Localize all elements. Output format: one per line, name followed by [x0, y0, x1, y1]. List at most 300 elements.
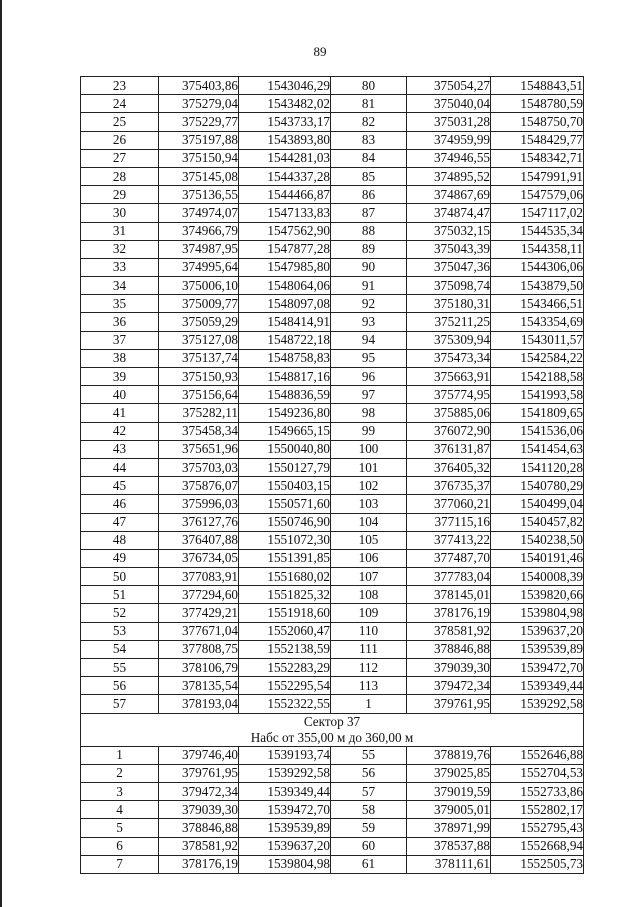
y-coordinate: 1548097,08	[239, 295, 331, 313]
point-number: 1	[331, 695, 407, 713]
point-number: 60	[331, 837, 407, 855]
point-number: 87	[331, 204, 407, 222]
x-coordinate: 378111,61	[407, 855, 491, 873]
table-row	[81, 477, 584, 495]
x-coordinate: 379005,01	[407, 801, 491, 819]
x-coordinate: 375309,94	[407, 331, 491, 349]
table-row	[81, 258, 584, 276]
x-coordinate: 378581,92	[407, 622, 491, 640]
y-coordinate: 1552668,94	[491, 837, 584, 855]
y-coordinate: 1539539,89	[491, 640, 584, 658]
x-coordinate: 376131,87	[407, 440, 491, 458]
point-number: 93	[331, 313, 407, 331]
table-row	[81, 746, 584, 764]
x-coordinate: 377115,16	[407, 513, 491, 531]
y-coordinate: 1550746,90	[239, 513, 331, 531]
point-number: 83	[331, 131, 407, 149]
y-coordinate: 1548722,18	[239, 331, 331, 349]
y-coordinate: 1552283,29	[239, 659, 331, 677]
point-number: 59	[331, 819, 407, 837]
x-coordinate: 378176,19	[407, 604, 491, 622]
table-row	[81, 295, 584, 313]
point-number: 98	[331, 404, 407, 422]
point-number: 106	[331, 549, 407, 567]
y-coordinate: 1543893,80	[239, 131, 331, 149]
point-number: 56	[81, 677, 159, 695]
point-number: 91	[331, 277, 407, 295]
point-number: 5	[81, 819, 159, 837]
scan-border	[0, 0, 2, 907]
x-coordinate: 375403,86	[159, 77, 239, 95]
y-coordinate: 1552646,88	[491, 746, 584, 764]
y-coordinate: 1551825,32	[239, 586, 331, 604]
x-coordinate: 375473,34	[407, 349, 491, 367]
point-number: 1	[81, 746, 159, 764]
x-coordinate: 379039,30	[159, 801, 239, 819]
point-number: 57	[81, 695, 159, 713]
x-coordinate: 375006,10	[159, 277, 239, 295]
table-row	[81, 422, 584, 440]
table-row	[81, 568, 584, 586]
x-coordinate: 378193,04	[159, 695, 239, 713]
x-coordinate: 375031,28	[407, 113, 491, 131]
x-coordinate: 375137,74	[159, 349, 239, 367]
table-row	[81, 659, 584, 677]
x-coordinate: 375458,34	[159, 422, 239, 440]
y-coordinate: 1550403,15	[239, 477, 331, 495]
x-coordinate: 374987,95	[159, 240, 239, 258]
point-number: 43	[81, 440, 159, 458]
y-coordinate: 1552505,73	[491, 855, 584, 873]
x-coordinate: 377671,04	[159, 622, 239, 640]
y-coordinate: 1548817,16	[239, 368, 331, 386]
y-coordinate: 1541993,58	[491, 386, 584, 404]
x-coordinate: 375150,94	[159, 149, 239, 167]
y-coordinate: 1548342,71	[491, 149, 584, 167]
x-coordinate: 376735,37	[407, 477, 491, 495]
x-coordinate: 378581,92	[159, 837, 239, 855]
y-coordinate: 1543011,57	[491, 331, 584, 349]
point-number: 34	[81, 277, 159, 295]
point-number: 102	[331, 477, 407, 495]
point-number: 105	[331, 531, 407, 549]
y-coordinate: 1540457,82	[491, 513, 584, 531]
table-row	[81, 531, 584, 549]
y-coordinate: 1540238,50	[491, 531, 584, 549]
y-coordinate: 1541454,63	[491, 440, 584, 458]
y-coordinate: 1540191,46	[491, 549, 584, 567]
y-coordinate: 1552060,47	[239, 622, 331, 640]
point-number: 113	[331, 677, 407, 695]
y-coordinate: 1552704,53	[491, 764, 584, 782]
point-number: 110	[331, 622, 407, 640]
point-number: 81	[331, 95, 407, 113]
y-coordinate: 1539804,98	[491, 604, 584, 622]
x-coordinate: 379472,34	[407, 677, 491, 695]
point-number: 47	[81, 513, 159, 531]
y-coordinate: 1548750,70	[491, 113, 584, 131]
point-number: 61	[331, 855, 407, 873]
x-coordinate: 376734,05	[159, 549, 239, 567]
x-coordinate: 378145,01	[407, 586, 491, 604]
table-row	[81, 95, 584, 113]
x-coordinate: 377487,70	[407, 549, 491, 567]
x-coordinate: 375663,91	[407, 368, 491, 386]
point-number: 95	[331, 349, 407, 367]
x-coordinate: 375054,27	[407, 77, 491, 95]
y-coordinate: 1540008,39	[491, 568, 584, 586]
x-coordinate: 375032,15	[407, 222, 491, 240]
point-number: 6	[81, 837, 159, 855]
y-coordinate: 1549665,15	[239, 422, 331, 440]
table-row	[81, 240, 584, 258]
y-coordinate: 1547991,91	[491, 167, 584, 185]
x-coordinate: 374974,07	[159, 204, 239, 222]
table-row	[81, 855, 584, 873]
y-coordinate: 1551072,30	[239, 531, 331, 549]
x-coordinate: 375127,08	[159, 331, 239, 349]
point-number: 109	[331, 604, 407, 622]
y-coordinate: 1544535,34	[491, 222, 584, 240]
point-number: 27	[81, 149, 159, 167]
point-number: 86	[331, 186, 407, 204]
table-row	[81, 149, 584, 167]
point-number: 35	[81, 295, 159, 313]
y-coordinate: 1539349,44	[491, 677, 584, 695]
point-number: 50	[81, 568, 159, 586]
x-coordinate: 375211,25	[407, 313, 491, 331]
point-number: 30	[81, 204, 159, 222]
x-coordinate: 375774,95	[407, 386, 491, 404]
x-coordinate: 376127,76	[159, 513, 239, 531]
x-coordinate: 375651,96	[159, 440, 239, 458]
y-coordinate: 1542584,22	[491, 349, 584, 367]
y-coordinate: 1552138,59	[239, 640, 331, 658]
y-coordinate: 1540499,04	[491, 495, 584, 513]
x-coordinate: 377083,91	[159, 568, 239, 586]
x-coordinate: 378846,88	[159, 819, 239, 837]
table-row	[81, 819, 584, 837]
sector-header-row	[81, 713, 584, 746]
table-row	[81, 277, 584, 295]
x-coordinate: 376405,32	[407, 458, 491, 476]
y-coordinate: 1551918,60	[239, 604, 331, 622]
point-number: 82	[331, 113, 407, 131]
y-coordinate: 1543733,17	[239, 113, 331, 131]
y-coordinate: 1539539,89	[239, 819, 331, 837]
x-coordinate: 379019,59	[407, 782, 491, 800]
point-number: 88	[331, 222, 407, 240]
y-coordinate: 1539637,20	[239, 837, 331, 855]
x-coordinate: 378819,76	[407, 746, 491, 764]
point-number: 29	[81, 186, 159, 204]
x-coordinate: 376407,88	[159, 531, 239, 549]
table-row	[81, 186, 584, 204]
x-coordinate: 377808,75	[159, 640, 239, 658]
table-row	[81, 368, 584, 386]
x-coordinate: 375229,77	[159, 113, 239, 131]
point-number: 108	[331, 586, 407, 604]
x-coordinate: 379025,85	[407, 764, 491, 782]
point-number: 85	[331, 167, 407, 185]
x-coordinate: 378106,79	[159, 659, 239, 677]
point-number: 100	[331, 440, 407, 458]
point-number: 42	[81, 422, 159, 440]
table-row	[81, 313, 584, 331]
point-number: 23	[81, 77, 159, 95]
x-coordinate: 379761,95	[407, 695, 491, 713]
y-coordinate: 1540780,29	[491, 477, 584, 495]
table-row	[81, 837, 584, 855]
point-number: 31	[81, 222, 159, 240]
point-number: 44	[81, 458, 159, 476]
x-coordinate: 375876,07	[159, 477, 239, 495]
y-coordinate: 1552802,17	[491, 801, 584, 819]
y-coordinate: 1548414,91	[239, 313, 331, 331]
x-coordinate: 375282,11	[159, 404, 239, 422]
x-coordinate: 378176,19	[159, 855, 239, 873]
point-number: 39	[81, 368, 159, 386]
y-coordinate: 1539349,44	[239, 782, 331, 800]
y-coordinate: 1551391,85	[239, 549, 331, 567]
y-coordinate: 1543354,69	[491, 313, 584, 331]
point-number: 92	[331, 295, 407, 313]
y-coordinate: 1547562,90	[239, 222, 331, 240]
y-coordinate: 1539637,20	[491, 622, 584, 640]
x-coordinate: 375156,64	[159, 386, 239, 404]
point-number: 38	[81, 349, 159, 367]
point-number: 26	[81, 131, 159, 149]
y-coordinate: 1548064,06	[239, 277, 331, 295]
y-coordinate: 1552322,55	[239, 695, 331, 713]
table-row	[81, 349, 584, 367]
y-coordinate: 1552295,54	[239, 677, 331, 695]
point-number: 111	[331, 640, 407, 658]
table-row	[81, 677, 584, 695]
x-coordinate: 375180,31	[407, 295, 491, 313]
point-number: 25	[81, 113, 159, 131]
table-row	[81, 440, 584, 458]
page-number: 89	[313, 44, 327, 59]
y-coordinate: 1539820,66	[491, 586, 584, 604]
x-coordinate: 374867,69	[407, 186, 491, 204]
table-row	[81, 331, 584, 349]
y-coordinate: 1547579,06	[491, 186, 584, 204]
y-coordinate: 1539472,70	[239, 801, 331, 819]
x-coordinate: 379472,34	[159, 782, 239, 800]
x-coordinate: 377783,04	[407, 568, 491, 586]
point-number: 40	[81, 386, 159, 404]
x-coordinate: 377413,22	[407, 531, 491, 549]
y-coordinate: 1541120,28	[491, 458, 584, 476]
table-row	[81, 495, 584, 513]
y-coordinate: 1539292,58	[239, 764, 331, 782]
table-row	[81, 386, 584, 404]
table-row	[81, 404, 584, 422]
y-coordinate: 1547877,28	[239, 240, 331, 258]
x-coordinate: 378971,99	[407, 819, 491, 837]
y-coordinate: 1547117,02	[491, 204, 584, 222]
y-coordinate: 1539804,98	[239, 855, 331, 873]
point-number: 107	[331, 568, 407, 586]
table-row	[81, 204, 584, 222]
y-coordinate: 1552733,86	[491, 782, 584, 800]
sector-header	[81, 713, 584, 746]
point-number: 94	[331, 331, 407, 349]
point-number: 52	[81, 604, 159, 622]
sector-title: Сектор 37	[303, 713, 361, 729]
point-number: 57	[331, 782, 407, 800]
y-coordinate: 1544358,11	[491, 240, 584, 258]
x-coordinate: 375885,06	[407, 404, 491, 422]
y-coordinate: 1543879,50	[491, 277, 584, 295]
y-coordinate: 1542188,58	[491, 368, 584, 386]
x-coordinate: 378846,88	[407, 640, 491, 658]
table-row	[81, 458, 584, 476]
y-coordinate: 1539472,70	[491, 659, 584, 677]
x-coordinate: 375009,77	[159, 295, 239, 313]
y-coordinate: 1543482,02	[239, 95, 331, 113]
point-number: 97	[331, 386, 407, 404]
point-number: 101	[331, 458, 407, 476]
point-number: 89	[331, 240, 407, 258]
table-row	[81, 77, 584, 95]
table-row	[81, 586, 584, 604]
y-coordinate: 1539292,58	[491, 695, 584, 713]
y-coordinate: 1539193,74	[239, 746, 331, 764]
point-number: 96	[331, 368, 407, 386]
x-coordinate: 376072,90	[407, 422, 491, 440]
table-row	[81, 167, 584, 185]
y-coordinate: 1543466,51	[491, 295, 584, 313]
x-coordinate: 377429,21	[159, 604, 239, 622]
x-coordinate: 379746,40	[159, 746, 239, 764]
point-number: 90	[331, 258, 407, 276]
point-number: 84	[331, 149, 407, 167]
point-number: 103	[331, 495, 407, 513]
x-coordinate: 375059,29	[159, 313, 239, 331]
table-row	[81, 782, 584, 800]
x-coordinate: 374874,47	[407, 204, 491, 222]
sector-subtitle: Набс от 355,00 м до 360,00 м	[250, 729, 414, 745]
y-coordinate: 1548429,77	[491, 131, 584, 149]
x-coordinate: 375197,88	[159, 131, 239, 149]
point-number: 41	[81, 404, 159, 422]
table-row	[81, 695, 584, 713]
point-number: 56	[331, 764, 407, 782]
sector-header-cell	[81, 713, 584, 746]
point-number: 46	[81, 495, 159, 513]
y-coordinate: 1547985,80	[239, 258, 331, 276]
x-coordinate: 374959,99	[407, 131, 491, 149]
x-coordinate: 375098,74	[407, 277, 491, 295]
point-number: 2	[81, 764, 159, 782]
point-number: 51	[81, 586, 159, 604]
y-coordinate: 1551680,02	[239, 568, 331, 586]
point-number: 3	[81, 782, 159, 800]
table-row	[81, 513, 584, 531]
table-row	[81, 640, 584, 658]
point-number: 32	[81, 240, 159, 258]
table-row	[81, 113, 584, 131]
x-coordinate: 374995,64	[159, 258, 239, 276]
point-number: 33	[81, 258, 159, 276]
point-number: 104	[331, 513, 407, 531]
table-row	[81, 604, 584, 622]
y-coordinate: 1544281,03	[239, 149, 331, 167]
point-number: 4	[81, 801, 159, 819]
point-number: 7	[81, 855, 159, 873]
y-coordinate: 1548780,59	[491, 95, 584, 113]
x-coordinate: 378537,88	[407, 837, 491, 855]
y-coordinate: 1549236,80	[239, 404, 331, 422]
y-coordinate: 1541809,65	[491, 404, 584, 422]
point-number: 99	[331, 422, 407, 440]
y-coordinate: 1544337,28	[239, 167, 331, 185]
x-coordinate: 377060,21	[407, 495, 491, 513]
x-coordinate: 375279,04	[159, 95, 239, 113]
point-number: 45	[81, 477, 159, 495]
coordinates-table-top	[81, 77, 584, 714]
x-coordinate: 379761,95	[159, 764, 239, 782]
x-coordinate: 375145,08	[159, 167, 239, 185]
table-row	[81, 622, 584, 640]
y-coordinate: 1548836,59	[239, 386, 331, 404]
y-coordinate: 1544466,87	[239, 186, 331, 204]
point-number: 48	[81, 531, 159, 549]
table-row	[81, 222, 584, 240]
x-coordinate: 375703,03	[159, 458, 239, 476]
y-coordinate: 1547133,83	[239, 204, 331, 222]
y-coordinate: 1543046,29	[239, 77, 331, 95]
y-coordinate: 1550040,80	[239, 440, 331, 458]
point-number: 58	[331, 801, 407, 819]
point-number: 36	[81, 313, 159, 331]
x-coordinate: 378135,54	[159, 677, 239, 695]
y-coordinate: 1550127,79	[239, 458, 331, 476]
y-coordinate: 1552795,43	[491, 819, 584, 837]
y-coordinate: 1548758,83	[239, 349, 331, 367]
x-coordinate: 377294,60	[159, 586, 239, 604]
x-coordinate: 374946,55	[407, 149, 491, 167]
table-row	[81, 764, 584, 782]
y-coordinate: 1541536,06	[491, 422, 584, 440]
x-coordinate: 375043,39	[407, 240, 491, 258]
y-coordinate: 1544306,06	[491, 258, 584, 276]
x-coordinate: 375996,03	[159, 495, 239, 513]
y-coordinate: 1550571,60	[239, 495, 331, 513]
point-number: 112	[331, 659, 407, 677]
point-number: 80	[331, 77, 407, 95]
x-coordinate: 375040,04	[407, 95, 491, 113]
x-coordinate: 375150,93	[159, 368, 239, 386]
point-number: 55	[331, 746, 407, 764]
point-number: 49	[81, 549, 159, 567]
point-number: 37	[81, 331, 159, 349]
point-number: 55	[81, 659, 159, 677]
x-coordinate: 379039,30	[407, 659, 491, 677]
point-number: 54	[81, 640, 159, 658]
coordinates-table	[80, 76, 584, 874]
x-coordinate: 374966,79	[159, 222, 239, 240]
point-number: 24	[81, 95, 159, 113]
y-coordinate: 1548843,51	[491, 77, 584, 95]
x-coordinate: 374895,52	[407, 167, 491, 185]
point-number: 53	[81, 622, 159, 640]
point-number: 28	[81, 167, 159, 185]
x-coordinate: 375136,55	[159, 186, 239, 204]
table-row	[81, 801, 584, 819]
